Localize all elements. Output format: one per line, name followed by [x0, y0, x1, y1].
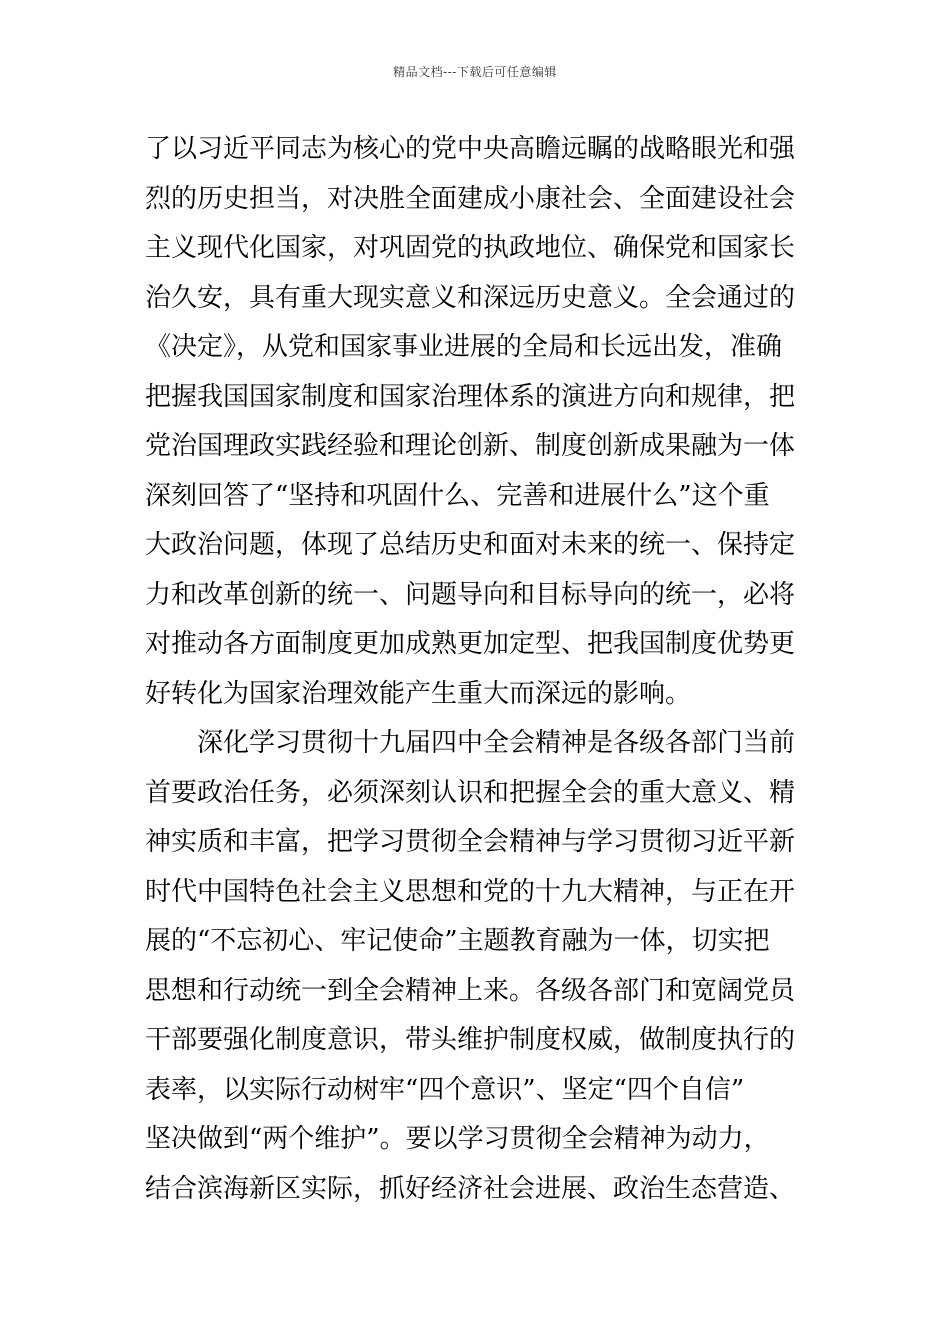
text-line: 《决定》，从党和国家事业进展的全局和长远出发，准确	[145, 332, 783, 362]
text-line: 主义现代化国家，对巩固党的执政地位、确保党和国家长	[145, 233, 796, 263]
paragraph-first-line: 深化学习贯彻十九届四中全会精神是各级各部门当前	[197, 728, 796, 758]
text-line: 坚决做到“两个维护”。要以学习贯彻全会精神为动力，	[145, 1124, 770, 1154]
text-line: 大政治问题，体现了总结历史和面对未来的统一、保持定	[145, 530, 796, 560]
text-line: 干部要强化制度意识，带头维护制度权威，做制度执行的	[145, 1025, 796, 1055]
page-header: 精品文档---下载后可任意编辑	[393, 65, 557, 79]
text-line: 思想和行动统一到全会精神上来。各级各部门和宽阔党员	[145, 975, 796, 1006]
text-line: 结合滨海新区实际，抓好经济社会进展、政治生态营造、	[145, 1173, 796, 1204]
text-line: 治久安，具有重大现实意义和深远历史意义。全会通过的	[145, 282, 796, 313]
text-line: 了以习近平同志为核心的党中央高瞻远瞩的战略眼光和强	[145, 134, 796, 164]
text-line: 对推动各方面制度更加成熟更加定型、把我国制度优势更	[145, 629, 796, 659]
text-line: 首要政治任务，必须深刻认识和把握全会的重大意义、精	[145, 777, 796, 808]
text-line: 神实质和丰富，把学习贯彻全会精神与学习贯彻习近平新	[145, 827, 796, 857]
text-line: 把握我国国家制度和国家治理体系的演进方向和规律，把	[145, 381, 796, 412]
text-line: 时代中国特色社会主义思想和党的十九大精神，与正在开	[145, 876, 796, 907]
text-line: 深刻回答了“坚持和巩固什么、完善和进展什么”这个重	[145, 480, 770, 511]
text-line: 力和改革创新的统一、问题导向和目标导向的统一，必将	[145, 579, 796, 610]
text-line: 表率，以实际行动树牢“四个意识”、坚定“四个自信”	[145, 1074, 745, 1105]
body-text	[145, 125, 815, 1214]
text-line: 党治国理政实践经验和理论创新、制度创新成果融为一体	[145, 431, 796, 461]
text-line: 好转化为国家治理效能产生重大而深远的影响。	[145, 678, 692, 709]
text-line: 烈的历史担当，对决胜全面建成小康社会、全面建设社会	[145, 183, 796, 214]
text-line: 展的“不忘初心、牢记使命”主题教育融为一体，切实把	[145, 926, 770, 956]
